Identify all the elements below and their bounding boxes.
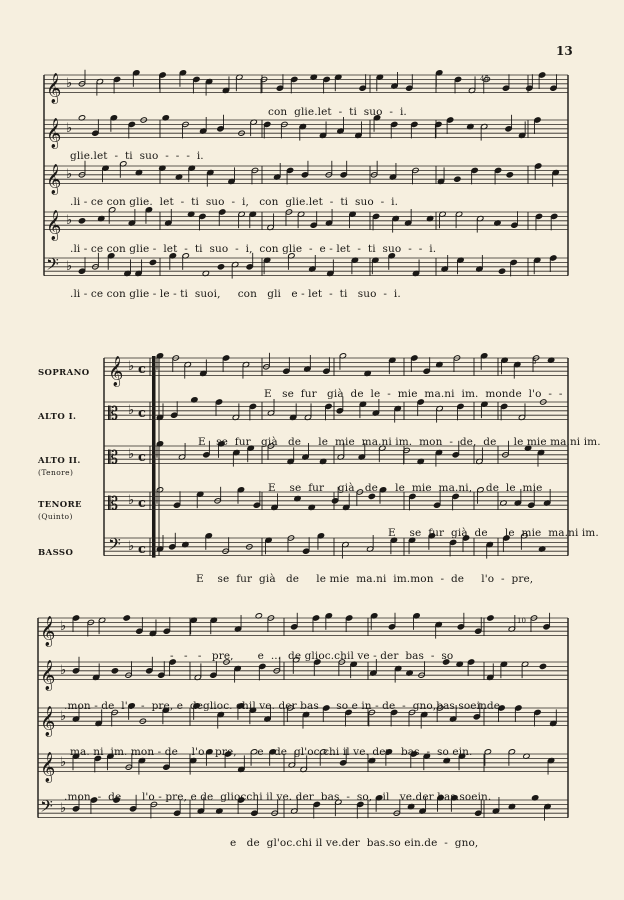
measure-number: 10 — [517, 617, 526, 625]
svg-text:𝄞: 𝄞 — [40, 752, 56, 783]
lyric-line: .li - ce con glie. let - ti suo - i, con glie.let - ti suo - i. — [70, 196, 399, 208]
svg-text:𝄡: 𝄡 — [108, 447, 119, 469]
lyric-line: E se fur già de le mie ma.ni im. mon - de, de le mie ma.ni im. — [198, 436, 601, 448]
svg-text:c: c — [138, 496, 146, 512]
svg-text:♭: ♭ — [60, 618, 67, 634]
svg-text:♭: ♭ — [128, 538, 135, 554]
svg-text:♭: ♭ — [60, 662, 67, 678]
measure-number: 5 — [532, 358, 537, 366]
voice-label-basso: BASSO — [38, 548, 74, 558]
svg-text:♭: ♭ — [60, 754, 67, 770]
svg-text:c: c — [138, 450, 146, 466]
svg-text:♭: ♭ — [60, 800, 67, 816]
svg-text:𝄞: 𝄞 — [40, 706, 56, 737]
svg-text:𝄞: 𝄞 — [46, 164, 62, 195]
lyric-line: - - - pre, e ... de glioc.chil ve - der bas - so — [170, 650, 454, 662]
voice-label-tenore: TENORE (Quinto) — [38, 500, 82, 521]
svg-text:𝄞: 𝄞 — [46, 210, 62, 241]
lyric-line: .li - ce con glie - let - ti suo - i, con glie - e - let - ti suo - - i. — [70, 243, 437, 255]
svg-text:♭: ♭ — [128, 358, 135, 374]
svg-text:𝄡: 𝄡 — [108, 493, 119, 515]
svg-text:c: c — [138, 542, 146, 558]
lyric-line: E se fur già de le mie ma.ni im. — [388, 527, 599, 539]
svg-text:c: c — [138, 406, 146, 422]
lyric-line: con glie.let - ti suo - i. — [268, 106, 407, 118]
svg-text:𝄞: 𝄞 — [40, 616, 56, 647]
svg-text:♭: ♭ — [128, 492, 135, 508]
measure-number: 45 — [480, 75, 489, 83]
svg-text:♭: ♭ — [66, 75, 73, 91]
svg-text:𝄢: 𝄢 — [40, 796, 53, 821]
svg-text:𝄞: 𝄞 — [46, 118, 62, 149]
page-number: 13 — [556, 44, 573, 58]
svg-text:𝄢: 𝄢 — [46, 254, 59, 279]
svg-text:♭: ♭ — [60, 708, 67, 724]
svg-text:♭: ♭ — [66, 166, 73, 182]
lyric-line: e de gl'oc.chi il ve.der bas.so ein.de - gno, — [230, 837, 479, 849]
svg-text:♭: ♭ — [66, 212, 73, 228]
lyric-line: E se fur già de le mie ma.ni, de le mie — [268, 482, 543, 494]
svg-text:♭: ♭ — [66, 258, 73, 274]
lyric-line: .mon - de l'o - pre, e de gliocchi il ve. der bas - so, il ve.der bas.soein. — [64, 791, 492, 803]
lyric-line: .li - ce con glie - le - ti suoi, con gli e - let - ti suo - i. — [70, 288, 401, 300]
voice-label-soprano: SOPRANO — [38, 368, 90, 378]
lyric-line: .mon - de l'o - pre, e deglioc. chil ve. der bas - so e in - de - gno,bas.soeinde. — [64, 700, 504, 712]
svg-text:♭: ♭ — [128, 402, 135, 418]
voice-label-alto-1: ALTO I. — [38, 412, 77, 422]
svg-text:𝄢: 𝄢 — [108, 534, 121, 559]
voice-label-alto-2: ALTO II. (Tenore) — [38, 456, 81, 477]
svg-text:𝄞: 𝄞 — [46, 73, 62, 104]
lyric-line: ma. ni im. mon - de l'o - pre, e de gl'oc.chi il ve. der bas - so ein. — [70, 746, 473, 758]
lyric-line: E se fur già de le - mie ma.ni im. monde l'o - - — [264, 388, 563, 400]
svg-text:𝄞: 𝄞 — [40, 660, 56, 691]
svg-text:𝄡: 𝄡 — [108, 403, 119, 425]
svg-text:♭: ♭ — [128, 446, 135, 462]
svg-text:𝄞: 𝄞 — [108, 356, 124, 387]
svg-text:♭: ♭ — [66, 120, 73, 136]
lyric-line: E se fur già de le mie ma.ni im.mon - de l'o - pre, — [196, 573, 534, 585]
svg-text:c: c — [138, 362, 146, 378]
lyric-line: glie.let - ti suo - - - i. — [70, 150, 204, 162]
